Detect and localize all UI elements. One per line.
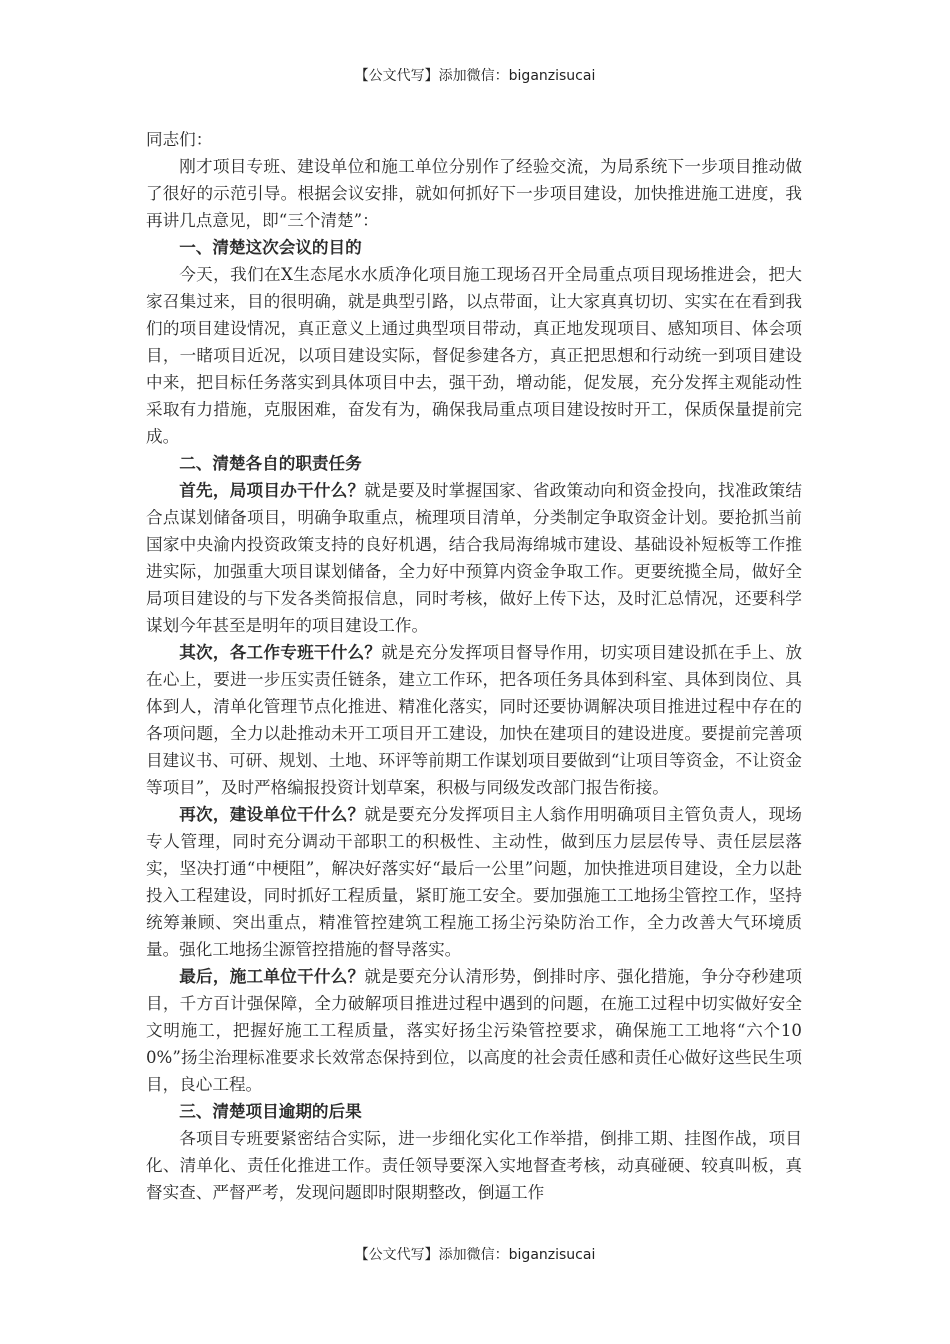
- section-2-item-4-lead: 最后，施工单位干什么？: [179, 967, 365, 986]
- section-2-heading: 二、清楚各自的职责任务: [179, 454, 362, 473]
- page-footer: 【公文代写】添加微信：biganzisucai: [354, 1247, 596, 1263]
- document-body: [146, 126, 802, 1206]
- page-header: 【公文代写】添加微信：biganzisucai: [354, 68, 596, 84]
- section-2-item-4-text: 就是要充分认清形势，倒排时序、强化措施，争分夺秒建项目，千方百计强保障，全力破解项目推进过程中遇到的问题，在施工过程中切实做好安全文明施工，把握好施工工程质量，落实好扬尘污染管控要求，确保施工工地将“六个100%”扬尘治理标准要求长效常态保持到位，以高度的社会责任感和责任心做好这些民生项目，良心工程。: [146, 967, 802, 1094]
- section-2-item-1-text: 就是要及时掌握国家、省政策动向和资金投向，找准政策结合点谋划储备项目，明确争取重点，梳理项目清单，分类制定争取资金计划。要抢抓当前国家中央渝内投资政策支持的良好机遇，结合我局海绵城市建设、基础设补短板等工作推进实际，加强重大项目谋划储备，全力好中预算内资金争取工作。更要统揽全局，做好全局项目建设的与下发各类简报信息，同时考核，做好上传下达，及时汇总情况，还要科学谋划今年甚至是明年的项目建设工作。: [146, 481, 802, 635]
- section-2-item-1-lead: 首先，局项目办干什么？: [179, 481, 365, 500]
- section-2-item-2-lead: 其次，各工作专班干什么？: [179, 643, 382, 662]
- section-1-heading: 一、清楚这次会议的目的: [179, 238, 362, 257]
- section-2-item-3-lead: 再次，建设单位干什么？: [179, 805, 365, 824]
- section-2-item-4: [146, 963, 802, 1098]
- section-2-item-2: [146, 639, 802, 801]
- section-2-item-1: [146, 477, 802, 639]
- salutation: 同志们：: [146, 130, 213, 149]
- section-2-item-3: [146, 801, 802, 963]
- intro-paragraph: 刚才项目专班、建设单位和施工单位分别作了经验交流，为局系统下一步项目推动做了很好的示范引导。根据会议安排，就如何抓好下一步项目建设，加快推进施工进度，我再讲几点意见，即“三个清楚”：: [146, 157, 802, 230]
- section-3-heading: 三、清楚项目逾期的后果: [179, 1102, 362, 1121]
- section-3-paragraph: 各项目专班要紧密结合实际，进一步细化实化工作举措，倒排工期、挂图作战，项目化、清单化、责任化推进工作。责任领导要深入实地督查考核，动真碰硬、较真叫板，真督实查、严督严考，发现问题即时限期整改，倒逼工作: [146, 1129, 802, 1202]
- section-2-item-3-text: 就是要充分发挥项目主人翁作用明确项目主管负责人，现场专人管理，同时充分调动干部职工的积极性、主动性，做到压力层层传导、责任层层落实，坚决打通“中梗阻”，解决好落实好“最后一公里”问题，加快推进项目建设，全力以赴投入工程建设，同时抓好工程质量，紧盯施工安全。要加强施工工地扬尘管控工作，坚持统筹兼顾、突出重点，精准管控建筑工程施工扬尘污染防治工作，全力改善大气环境质量。强化工地扬尘源管控措施的督导落实。: [146, 805, 802, 959]
- section-1-paragraph: 今天，我们在X生态尾水水质净化项目施工现场召开全局重点项目现场推进会，把大家召集过来，目的很明确，就是典型引路，以点带面，让大家真真切切、实实在在看到我们的项目建设情况，真正意义上通过典型项目带动，真正地发现项目、感知项目、体会项目，一睹项目近况，以项目建设实际，督促参建各方，真正把思想和行动统一到项目建设中来，把目标任务落实到具体项目中去，强干劲，增动能，促发展，充分发挥主观能动性采取有力措施，克服困难，奋发有为，确保我局重点项目建设按时开工，保质保量提前完成。: [146, 265, 802, 446]
- section-2-item-2-text: 就是充分发挥项目督导作用，切实项目建设抓在手上、放在心上，要进一步压实责任链条，建立工作环，把各项任务具体到科室、具体到岗位、具体到人，清单化管理节点化推进、精准化落实，同时还要协调解决项目推进过程中存在的各项问题，全力以赴推动未开工项目开工建设，加快在建项目的建设进度。要提前完善项目建议书、可研、规划、土地、环评等前期工作谋划项目要做到“让项目等资金，不让资金等项目”，及时严格编报投资计划草案，积极与同级发改部门报告衔接。: [146, 643, 803, 797]
